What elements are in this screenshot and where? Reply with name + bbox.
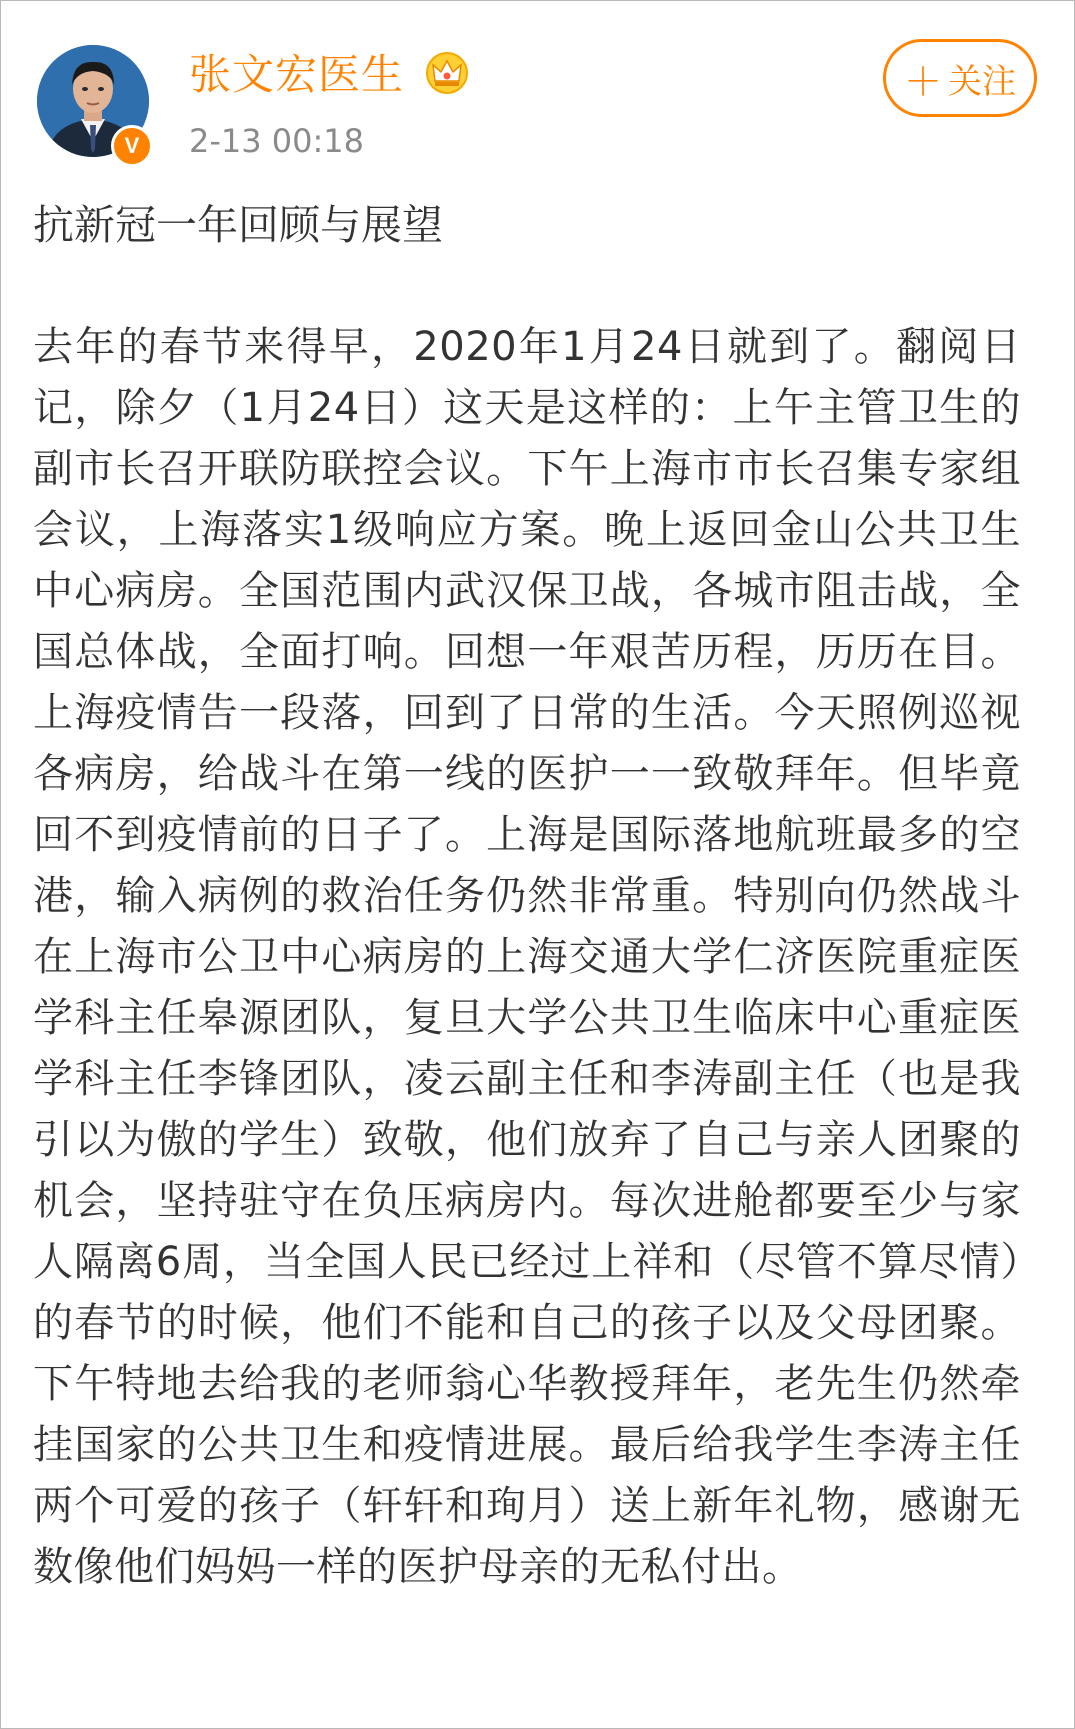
post-body: 去年的春节来得早，2020年1月24日就到了。翻阅日记，除夕（1月24日）这天是这样的：上午主管卫生的副市长召开联防联控会议。下午上海市市长召集专家组会议，上海落实1级响应方案。晚上返回金山公共卫生中心病房。全国范围内武汉保卫战，各城市阻击战，全国总体战，全面打响。回想一年艰苦历程，历历在目。上海疫情告一段落，回到了日常的生活。今天照例巡视各病房，给战斗在第一线的医护一一致敬拜年。但毕竟回不到疫情前的日子了。上海是国际落地航班最多的空港，输入病例的救治任务仍然非常重。特别向仍然战斗在上海市公卫中心病房的上海交通大学仁济医院重症医学科主任皋源团队，复旦大学公共卫生临床中心重症医学科主任李锋团队，凌云副主任和李涛副主任（也是我引以为傲的学生）致敬，他们放弃了自己与亲人团聚的机会，坚持驻守在负压病房内。每次进舱都要至少与家人隔离6周，当全国人民已经过上祥和（尽管不算尽情）的春节的时候，他们不能和自己的孩子以及父母团聚。下午特地去给我的老师翁心华教授拜年，老先生仍然牵挂国家的公共卫生和疫情进展。最后给我学生李涛主任两个可爱的孩子（轩轩和珣月）送上新年礼物，感谢无数像他们妈妈一样的医护母亲的无私付出。 bbox=[33, 324, 1021, 1590]
plus-icon: ＋ bbox=[903, 59, 942, 104]
username[interactable]: 张文宏医生 bbox=[189, 50, 405, 99]
verified-badge-icon: V bbox=[111, 125, 153, 167]
follow-button[interactable] bbox=[883, 39, 1037, 117]
crown-icon[interactable] bbox=[425, 51, 469, 95]
post-timestamp: 2-13 00:18 bbox=[189, 122, 365, 160]
follow-button-label: 关注 bbox=[948, 61, 1016, 102]
post-title: 抗新冠一年回顾与展望 bbox=[33, 201, 443, 249]
